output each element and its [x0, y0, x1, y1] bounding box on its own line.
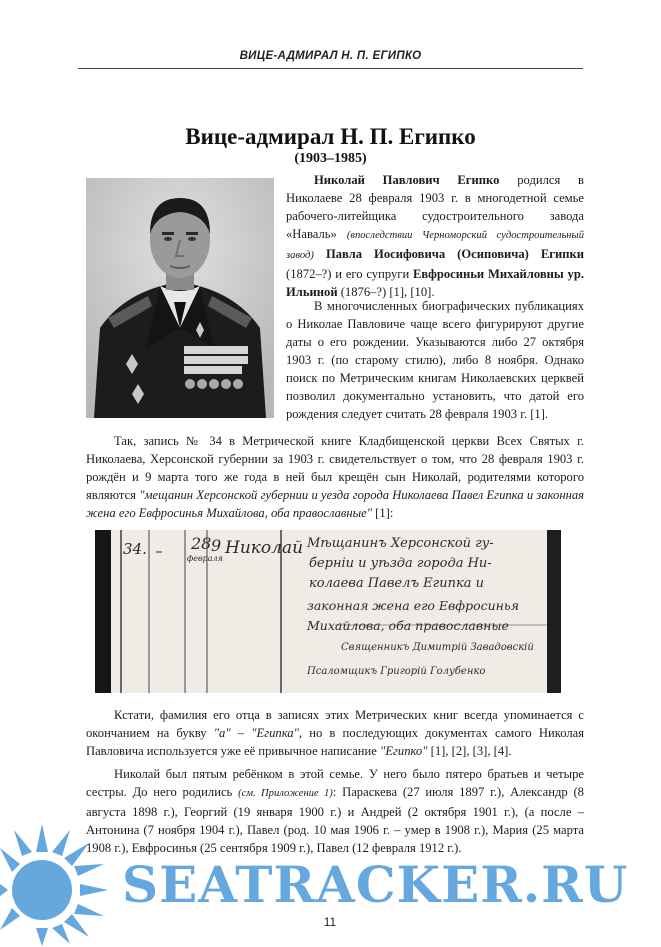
text-span: Кстати, фамилия его отца в записях этих Метрических книг всегда упоминается с окончанием на букву	[86, 708, 584, 740]
surname-egipka: "а" – "Египка"	[213, 726, 299, 740]
record-name: Николай	[225, 538, 304, 558]
record-line-4: законная жена его Евфросинья	[307, 598, 519, 613]
note-plant-name: (впоследствии Черноморский судостроительный завод)	[286, 230, 585, 261]
text-span: родился в Николаеве 28 февраля 1903 г. в многодетной семье рабочего-литейщика судостроительного завода «Наваль»	[286, 173, 584, 241]
metric-book-record-image	[95, 530, 561, 693]
record-line-1: Мѣщанинъ Херсонской гу-	[307, 536, 494, 551]
record-dash: –	[155, 542, 163, 560]
life-years: (1903–1985)	[294, 151, 367, 166]
paragraph-record	[86, 432, 584, 522]
record-line-6: Священникъ Димитрій Завадовскій	[341, 642, 534, 653]
text-span: [1], [2], [3], [4].	[427, 744, 512, 758]
quote-record: "мещанин Херсонской губернии и уезда города Николаева Павел Египка и законная жена его Евфросинья Михайлова, оба православные"	[86, 488, 584, 520]
page-number: 11	[323, 915, 337, 929]
name-nikolai: Николай Павлович Египко	[314, 173, 500, 187]
record-line-2: берніи и уѣзда города Ни-	[309, 556, 492, 571]
record-line-5: Михайлова, оба православные	[307, 618, 509, 633]
record-line-7: Псаломщикъ Григорій Голубенко	[307, 666, 486, 677]
text-span: (1876–?) [1], [10].	[337, 285, 435, 299]
watermark: SEATRACKER.RU	[122, 855, 629, 914]
paragraph-surname	[86, 706, 584, 760]
record-born-month: февраля	[187, 554, 223, 563]
paragraph-siblings	[86, 765, 584, 857]
text-span: Николай был пятым ребёнком в этой семье. У него было пятеро братьев и четыре сестры. До него родились	[86, 767, 584, 799]
record-number: 34.	[123, 540, 147, 558]
text-span: Так, запись № 34 в Метрической книге Кладбищенской церкви Всех Святых г. Николаева, Херсонской губернии за 1903 г. свидетельствует о том, что 28 февраля 1903 г. рождён и 9 марта того же года в ней был крещён сын Николай, родителями которого являются	[86, 434, 584, 502]
name-mother: Евфросиньи Михайловны ур. Ильиной	[286, 267, 585, 299]
surname-egipko: "Египко"	[380, 744, 428, 758]
record-line-3: колаева Павелъ Египка и	[309, 576, 485, 591]
running-head: ВИЦЕ-АДМИРАЛ Н. П. ЕГИПКО	[239, 50, 422, 62]
name-father: Павла Иосифовича (Осиповича) Египки	[325, 247, 584, 261]
portrait-photo	[86, 178, 274, 418]
portrait-illustration	[86, 178, 274, 418]
page-title: Вице-адмирал Н. П. Египко	[185, 124, 476, 149]
appendix-ref: (см. Приложение 1)	[238, 788, 333, 799]
text-span: , но в последующих документах самого Николая Павловича используется уже её привычное написание	[86, 726, 584, 758]
text-span: (1872–?) и его супруги	[286, 267, 413, 281]
record-baptized-day: 9	[211, 536, 222, 555]
text-span	[314, 247, 326, 261]
sun-icon	[0, 818, 120, 947]
header-rule	[78, 68, 583, 69]
text-span: : Параскева (27 июля 1897 г.), Александр (8 августа 1898 г.), Георгий (19 января 1900 г.) и Андрей (2 октября 1901 г.), (а после – Антонина (7 ноября 1904 г.), Павел (род. 10 мая 1906 г. – умер в 1908 г.), Мария (25 марта 1908 г.), Евфросинья (25 сентября 1909 г.), Павел (12 февраля 1912 г.).	[86, 785, 584, 855]
record-born-day: 28	[191, 534, 212, 553]
text-span: [1]:	[372, 506, 394, 520]
paragraph-birthdate: В многочисленных биографических публикациях о Николае Павловиче чаще всего фигурируют другие даты о его рождении. Указываются либо 27 октября 1903 г. (по старому стилю), либо 8 ноября. Однако поиск по Метрическим книгам Николаевских церквей позволил документально установить, что датой его рождения следует считать 28 февраля 1903 г. [1].	[286, 299, 584, 421]
paragraph-intro	[286, 171, 584, 301]
